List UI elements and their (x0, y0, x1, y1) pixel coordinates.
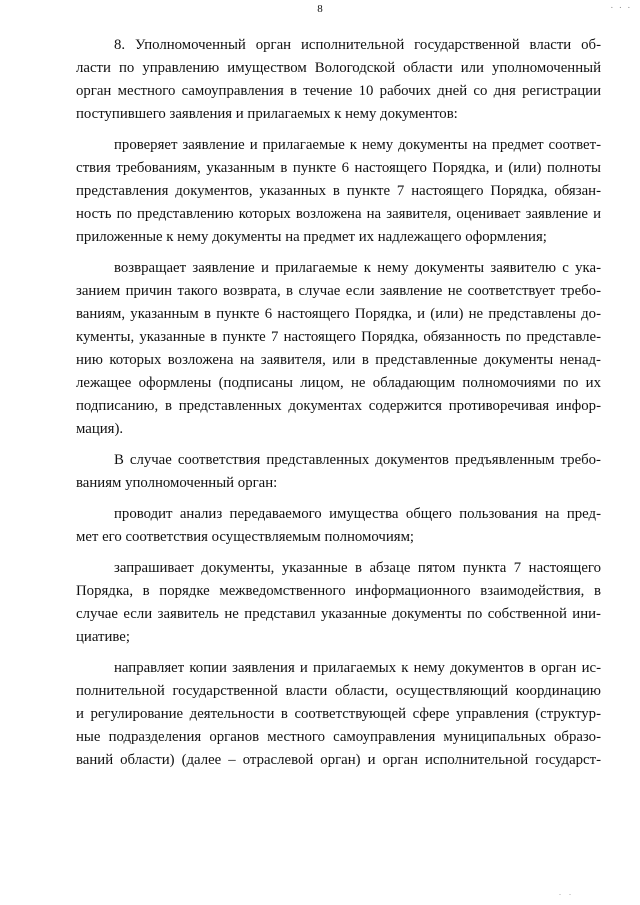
text-line: ность по представлению которых возложена на заявителя, оценивает заявление и (76, 206, 601, 222)
text-line: проверяет заявление и прилагаемые к нему документы на предмет соответ- (114, 137, 601, 153)
text-line: ваниям уполномоченный орган: (76, 475, 278, 491)
text-line: направляет копии заявления и прилагаемых к нему документов в орган ис- (114, 660, 601, 676)
paragraph-returns (76, 257, 601, 441)
scan-footer-mark: . . (559, 888, 574, 897)
text-line: подписанию, в представленных документах содержится противоречивая инфор- (76, 398, 601, 414)
paragraph-sends-copies (76, 657, 601, 772)
text-line: мация). (76, 421, 124, 437)
text-line: циативе; (76, 629, 130, 645)
document-body (76, 34, 601, 772)
text-line: мет его соответствия осуществляемым полномочиям; (76, 529, 415, 545)
text-line: приложенные к нему документы на предмет их надлежащего оформления; (76, 229, 547, 245)
scan-corner-mark: . . . (610, 0, 632, 10)
text-line: ваний области) (далее – отраслевой орган) и орган исполнительной государст- (76, 752, 601, 768)
text-line: В случае соответствия представленных документов предъявленным требо- (114, 452, 601, 468)
paragraph-checks (76, 134, 601, 249)
text-line: занием причин такого возврата, в случае если заявление не соответствует требо- (76, 283, 601, 299)
text-line: ваниям, указанным в пункте 6 настоящего Порядка, и (или) не представлены до- (76, 306, 601, 322)
text-line: возвращает заявление и прилагаемые к нему документы заявителю с ука- (114, 260, 601, 276)
paragraph-requests (76, 557, 601, 649)
text-line: проводит анализ передаваемого имущества общего пользования на пред- (114, 506, 601, 522)
text-line: ласти по управлению имуществом Вологодской области или уполномоченный (76, 60, 601, 76)
text-line: ные подразделения органов местного самоуправления муниципальных образо- (76, 729, 601, 745)
text-line: кументы, указанные в пункте 7 настоящего Порядка, обязанность по представле- (76, 329, 601, 345)
text-line: лежащее оформлены (подписаны лицом, не обладающим полномочиями по их (76, 375, 601, 391)
paragraph-8 (76, 34, 601, 126)
text-line: Порядка, в порядке межведомственного информационного взаимодействия, в (76, 583, 601, 599)
text-line: нию которых возложена на заявителя, или в представленные документы ненад- (76, 352, 601, 368)
paragraph-compliance (76, 449, 601, 495)
text-line: поступившего заявления и прилагаемых к нему документов: (76, 106, 458, 122)
text-line: орган местного самоуправления в течение 10 рабочих дней со дня регистрации (76, 83, 601, 99)
text-line: 8. Уполномоченный орган исполнительной государственной власти об- (114, 37, 601, 53)
text-line: запрашивает документы, указанные в абзаце пятом пункта 7 настоящего (114, 560, 601, 576)
text-line: случае если заявитель не представил указанные документы по собственной ини- (76, 606, 601, 622)
text-line: ствия требованиям, указанным в пункте 6 настоящего Порядка, и (или) полноты (76, 160, 601, 176)
text-line: полнительной государственной власти области, осуществляющий координацию (76, 683, 601, 699)
text-line: и регулирование деятельности в соответствующей сфере управления (структур- (76, 706, 601, 722)
text-line: представления документов, указанных в пункте 7 настоящего Порядка, обязан- (76, 183, 601, 199)
page-number: 8 (317, 3, 323, 15)
paragraph-analysis (76, 503, 601, 549)
